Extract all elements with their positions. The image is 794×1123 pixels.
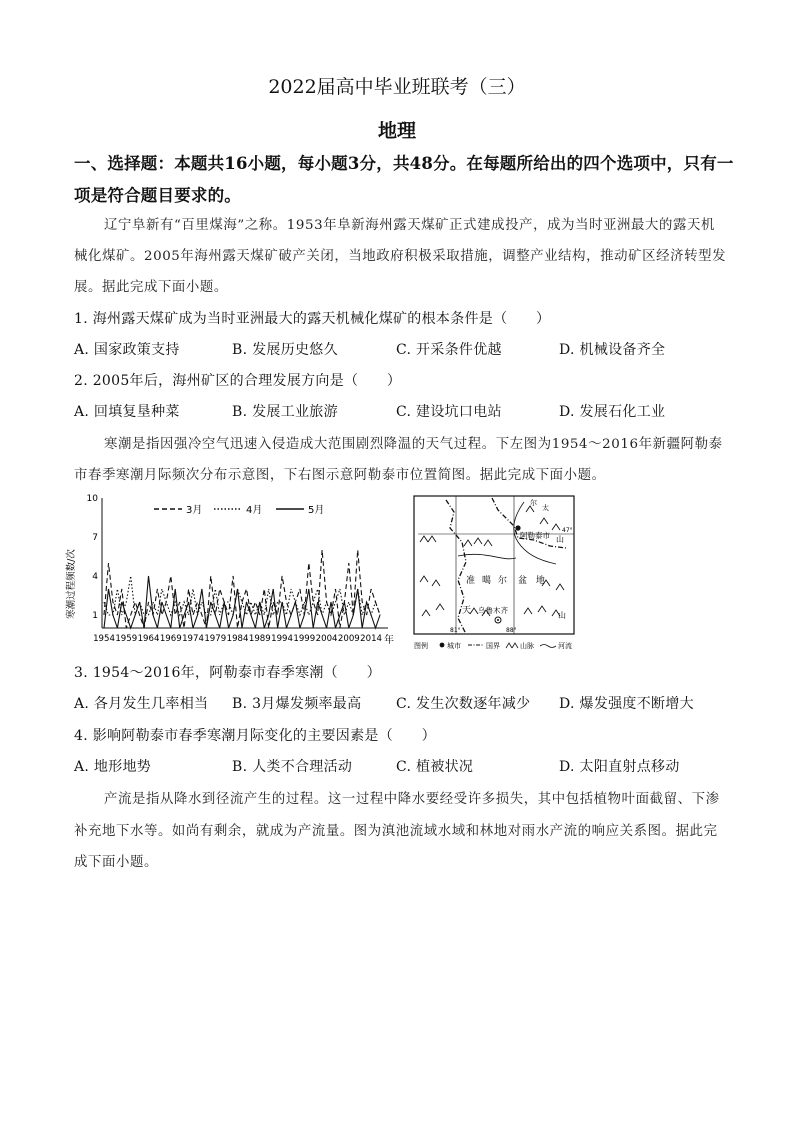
section-heading-line2: 项是符合题目要求的。 <box>74 186 241 205</box>
x-tick-label: 2009 <box>337 634 360 644</box>
question-4-option-b[interactable]: B. 人类不合理活动 <box>232 759 353 775</box>
passage3-line3: 成下面小题。 <box>74 855 158 870</box>
question-1-option-a[interactable]: A. 国家政策支持 <box>74 342 180 358</box>
map-legend <box>414 641 572 650</box>
subject-title: 地理 <box>377 120 416 142</box>
map-label-er-top: 尔 <box>530 499 537 507</box>
map-label-er: 尔 <box>498 576 508 586</box>
map-label-di: 地 <box>536 576 546 586</box>
map-label-shan-south: 山 <box>558 611 566 620</box>
x-tick-label: 1984 <box>226 634 249 644</box>
map-label-ge: 噶 <box>482 576 492 586</box>
section-heading-line1: 一、选择题：本题共16小题，每小题3分，共48分。在每题所给出的四个选项中，只有一 <box>74 154 734 173</box>
question-2-option-d[interactable]: D. 发展石化工业 <box>559 404 666 420</box>
map-label-zhun: 准 <box>466 576 476 586</box>
y-tick-label: 1 <box>92 611 98 621</box>
legend-river-icon <box>540 645 556 648</box>
x-axis-unit: 年 <box>384 635 394 646</box>
x-tick-label: 2004 <box>315 634 338 644</box>
page-title: 2022届高中毕业班联考（三） <box>268 76 526 98</box>
chart-legend <box>154 504 324 516</box>
question-1-option-b[interactable]: B. 发展历史悠久 <box>232 342 338 358</box>
question-3-stem: 3. 1954～2016年，阿勒泰市春季寒潮（ ） <box>74 665 381 681</box>
legend-label-may: 5月 <box>308 505 325 516</box>
question-2-option-a[interactable]: A. 回填复垦种菜 <box>74 404 180 420</box>
legend-city-label: 城市 <box>447 642 461 650</box>
question-2-stem: 2. 2005年后，海州矿区的合理发展方向是（ ） <box>74 373 402 389</box>
map-label-longitude-east: 88° <box>506 627 517 634</box>
x-tick-label: 1979 <box>204 634 227 644</box>
legend-mountain-icon <box>506 643 518 648</box>
map-label-shan-north: 山 <box>556 535 564 544</box>
question-1-stem: 1. 海州露天煤矿成为当时亚洲最大的露天机械化煤矿的根本条件是（ ） <box>74 311 551 327</box>
passage3-line2: 补充地下水等。如尚有剩余，就成为产流量。图为滇池流域水域和林地对雨水产流的响应关系图。据此完 <box>74 824 718 839</box>
cold-wave-frequency-chart <box>62 492 398 646</box>
legend-mountain-label: 山脉 <box>520 642 534 650</box>
question-2-option-b[interactable]: B. 发展工业旅游 <box>232 404 338 420</box>
passage2-line1: 寒潮是指因强冷空气迅速入侵造成大范围剧烈降温的天气过程。下左图为1954～2016年新疆阿勒泰 <box>104 437 723 452</box>
question-4-stem: 4. 影响阿勒泰市春季寒潮月际变化的主要因素是（ ） <box>74 728 436 744</box>
question-1-option-d[interactable]: D. 机械设备齐全 <box>559 342 666 358</box>
legend-border-label: 国界 <box>486 642 500 650</box>
map-label-tai: 太 <box>542 504 549 512</box>
x-tick-label: 1959 <box>115 634 138 644</box>
legend-title: 图例 <box>414 642 428 650</box>
passage1-line2: 械化煤矿。2005年海州露天煤矿破产关闭，当地政府积极采取措施，调整产业结构，推动矿区经济转型发 <box>74 249 727 264</box>
map-label-altay: 阿勒泰市 <box>520 531 550 540</box>
y-tick-label: 4 <box>92 572 98 582</box>
question-4-option-a[interactable]: A. 地形地势 <box>74 759 152 775</box>
legend-river-label: 河流 <box>558 642 572 650</box>
legend-label-april: 4月 <box>246 505 263 516</box>
question-3-option-b[interactable]: B. 3月爆发频率最高 <box>232 696 362 712</box>
passage1-line3: 展。据此完成下面小题。 <box>74 280 228 295</box>
question-1-option-c[interactable]: C. 开采条件优越 <box>396 342 502 358</box>
altay-city-marker <box>515 525 520 530</box>
x-tick-label: 1989 <box>248 634 271 644</box>
passage2-line2: 市春季寒潮月际频次分布示意图，下右图示意阿勒泰市位置简图。据此完成下面小题。 <box>74 468 606 483</box>
x-tick-label: 1974 <box>182 634 204 644</box>
y-tick-label: 7 <box>92 533 98 543</box>
map-label-longitude-west: 81° <box>450 627 461 634</box>
x-tick-label: 1964 <box>137 634 160 644</box>
x-tick-label: 2014 <box>360 634 383 644</box>
legend-city-icon <box>440 643 445 648</box>
y-axis-label: 寒潮过程频数/次 <box>66 549 77 619</box>
x-tick-label: 1969 <box>159 634 182 644</box>
river-line-2 <box>458 554 516 559</box>
x-tick-label: 1994 <box>271 634 294 644</box>
mountain-symbols <box>420 506 564 616</box>
question-3-option-d[interactable]: D. 爆发强度不断增大 <box>559 696 694 712</box>
x-tick-label: 1954 <box>93 634 115 644</box>
national-border-line-north <box>492 498 566 548</box>
passage3-line1: 产流是指从降水到径流产生的过程。这一过程中降水要经受许多损失，其中包括植物叶面截留、下渗 <box>104 792 720 807</box>
legend-label-march: 3月 <box>186 505 203 516</box>
map-label-urumqi: 乌鲁木齐 <box>478 606 508 615</box>
map-label-latitude: 47° <box>562 527 573 534</box>
question-2-option-c[interactable]: C. 建设坑口电站 <box>396 404 502 420</box>
altay-location-map <box>406 490 584 652</box>
question-3-option-c[interactable]: C. 发生次数逐年减少 <box>396 696 531 712</box>
question-4-option-c[interactable]: C. 植被状况 <box>396 759 474 775</box>
map-label-tian: 天 <box>462 606 472 616</box>
map-label-pen: 盆 <box>518 576 528 586</box>
question-3-option-a[interactable]: A. 各月发生几率相当 <box>74 696 209 712</box>
question-4-option-d[interactable]: D. 太阳直射点移动 <box>559 759 680 775</box>
y-tick-label: 10 <box>86 494 98 504</box>
x-tick-label: 1999 <box>293 634 316 644</box>
passage1-line1: 辽宁阜新有“百里煤海”之称。1953年阜新海州露天煤矿正式建成投产，成为当时亚洲最大的露天机 <box>104 218 715 233</box>
